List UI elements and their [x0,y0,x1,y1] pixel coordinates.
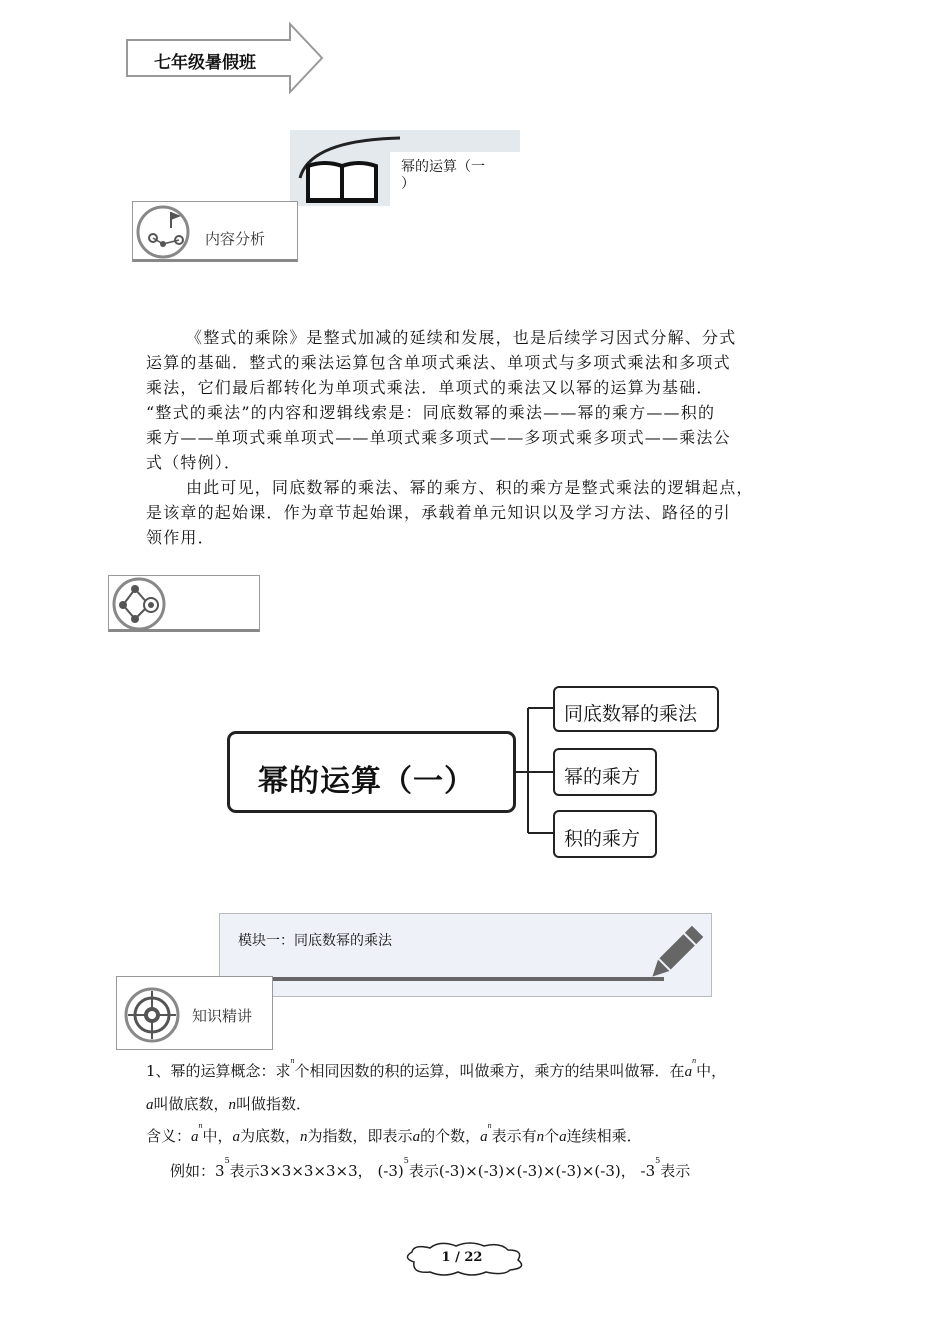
section-header-knowledge-explain [116,976,273,1050]
mindmap-branch-3: 积的乘方 [553,810,657,858]
knowledge-line-2: a叫做底数，n叫做指数． [146,1095,312,1113]
mindmap-branch-1: 同底数幂的乘法 [553,686,719,732]
class-banner [124,22,326,94]
knowledge-example: 例如：$3^5$表示3×3×3×3×3， $(-3)^5$表示(-3)×(-3)×(-3)×(-3)×(-3)， $-3^5$表示 [170,1156,691,1180]
page-number: 1 / 22 [441,1250,483,1265]
section-header-knowledge-structure [108,575,260,632]
module-underline [272,977,664,981]
analysis-text: 《整式的乘除》是整式加减的延续和发展，也是后续学习因式分解、分式 运算的基础．整式的乘法运算包含单项式乘法、单项式与多项式乘法和多项式 乘法，它们最后都转化为单项式乘法．单项式的乘法又以幂的运算为基础． “整式的乘法”的内容和逻辑线索是：同底数幂的乘法——幂的乘方——积的 乘方——单项式乘单项式——单项式乘多项式——多项式乘多项式——乘法公 式（特例）． 由此可见，同底数幂的乘法、幂的乘方、积的乘方是整式乘法的逻辑起点， 是该章的起始课．作为章节起始课，承载着单元知识以及学习方法、路径的引 领作用． [146,328,754,547]
mindmap-root-label: 幂的运算（一） [258,764,475,799]
class-label: 七年级暑假班 [154,53,256,73]
knowledge-line-1: 1、幂的运算概念：求$^n$个相同因数的积的运算，叫做乘方，乘方的结果叫做幂．在$a^n$中， [146,1056,727,1080]
network-icon [111,577,169,631]
module-banner [219,913,712,997]
pencil-icon [640,918,710,990]
target-icon [123,987,181,1043]
section-header-content-analysis [132,201,298,262]
lesson-title-banner [290,130,520,206]
knowledge-line-3: 含义：$a^n$中，a为底数，n为指数，即表示a的个数，$a^n$表示有n个a连续相乘． [146,1121,642,1145]
lesson-title: 幂的运算（一 ） [401,159,485,192]
module-title: 模块一：同底数幂的乘法 [238,933,392,949]
section-title: 内容分析 [205,230,266,248]
target-flag-icon [135,204,193,260]
mindmap-root [227,731,516,813]
section-title: 知识精讲 [192,1007,253,1025]
page-number-badge [400,1240,530,1276]
mindmap-branch-2: 幂的乘方 [553,748,657,796]
